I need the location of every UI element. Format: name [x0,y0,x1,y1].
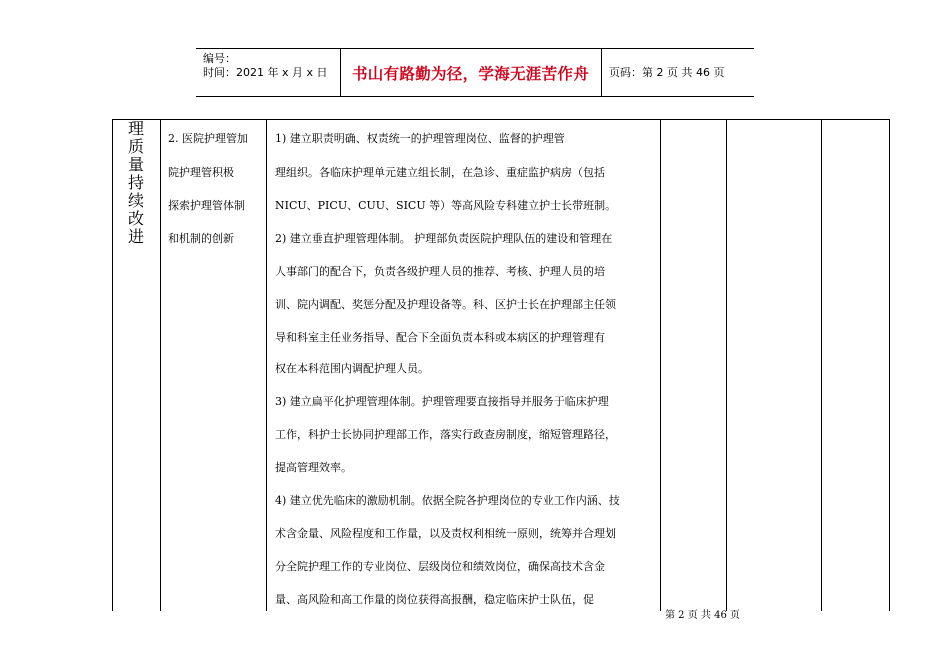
content-line: 3) 建立扁平化护理管理体制。护理管理要直接指导并服务于临床护理 [275,395,609,408]
header-divider [601,48,602,96]
table-column-border [160,119,161,611]
content-line: 2) 建立垂直护理管理体制。 护理部负责医院护理队伍的建设和管理在 [275,232,613,245]
table-top-border [112,119,890,120]
section-title-char: 理 [127,119,144,138]
item-line: 院护理管积极 [168,166,234,179]
table-column-border [266,119,267,611]
content-line: 量、高风险和高工作量的岗位获得高报酬，稳定临床护士队伍，促 [275,593,594,606]
table-column-border [112,119,113,611]
content-line: 权在本科范围内调配护理人员。 [275,362,429,375]
section-title-char: 进 [127,227,144,246]
table-column-border [889,119,890,611]
content-line: 人事部门的配合下，负责各级护理人员的推荐、考核、护理人员的培 [275,265,605,278]
content-line: 训、院内调配、奖惩分配及护理设备等。科、区护士长在护理部主任领 [275,298,616,311]
table-column-border [660,119,661,611]
content-line: 4) 建立优先临床的激励机制。依据全院各护理岗位的专业工作内涵、技 [275,494,620,507]
item-line: 和机制的创新 [168,232,234,245]
section-title-char: 续 [127,191,144,210]
content-line: NICU、PICU、CUU、SICU 等）等高风险专科建立护士长带班制。 [275,199,617,212]
content-line: 提高管理效率。 [275,461,352,474]
item-line: 2. 医院护理管加 [168,132,248,145]
content-line: 1) 建立职责明确、权责统一的护理管理岗位、监督的护理管 [275,132,565,145]
header-divider [340,48,341,96]
table-column-border [726,119,727,611]
section-title-char: 改 [127,209,144,228]
section-title-char: 量 [127,155,144,174]
footer-page-number: 第 2 页 共 46 页 [665,610,740,621]
content-line: 工作，科护士长协同护理部工作，落实行政查房制度，缩短管理路径， [275,428,616,441]
section-title-char: 质 [127,137,144,156]
header-motto: 书山有路勤为径，学海无涯苦作舟 [352,64,590,83]
content-line: 术含金量、风险程度和工作量，以及责权利相统一原则，统筹并合理划 [275,527,616,540]
content-line: 导和科室主任业务指导、配合下全面负责本科或本病区的护理管理有 [275,331,605,344]
content-line: 分全院护理工作的专业岗位、层级岗位和绩效岗位，确保高技术含金 [275,560,605,573]
table-column-border [821,119,822,611]
document-number-label: 编号： [203,52,236,65]
header-page-number: 页码：第 2 页 共 46 页 [609,66,725,79]
content-line: 理组织。各临床护理单元建立组长制，在急诊、重症监护病房（包括 [275,166,605,179]
section-title-vertical [124,120,148,246]
header-top-rule [196,48,754,49]
document-date: 时间：2021 年 x 月 x 日 [203,66,328,79]
item-line: 探索护理管体制 [168,199,245,212]
header-bottom-rule [196,96,754,97]
section-title-char: 持 [127,173,144,192]
